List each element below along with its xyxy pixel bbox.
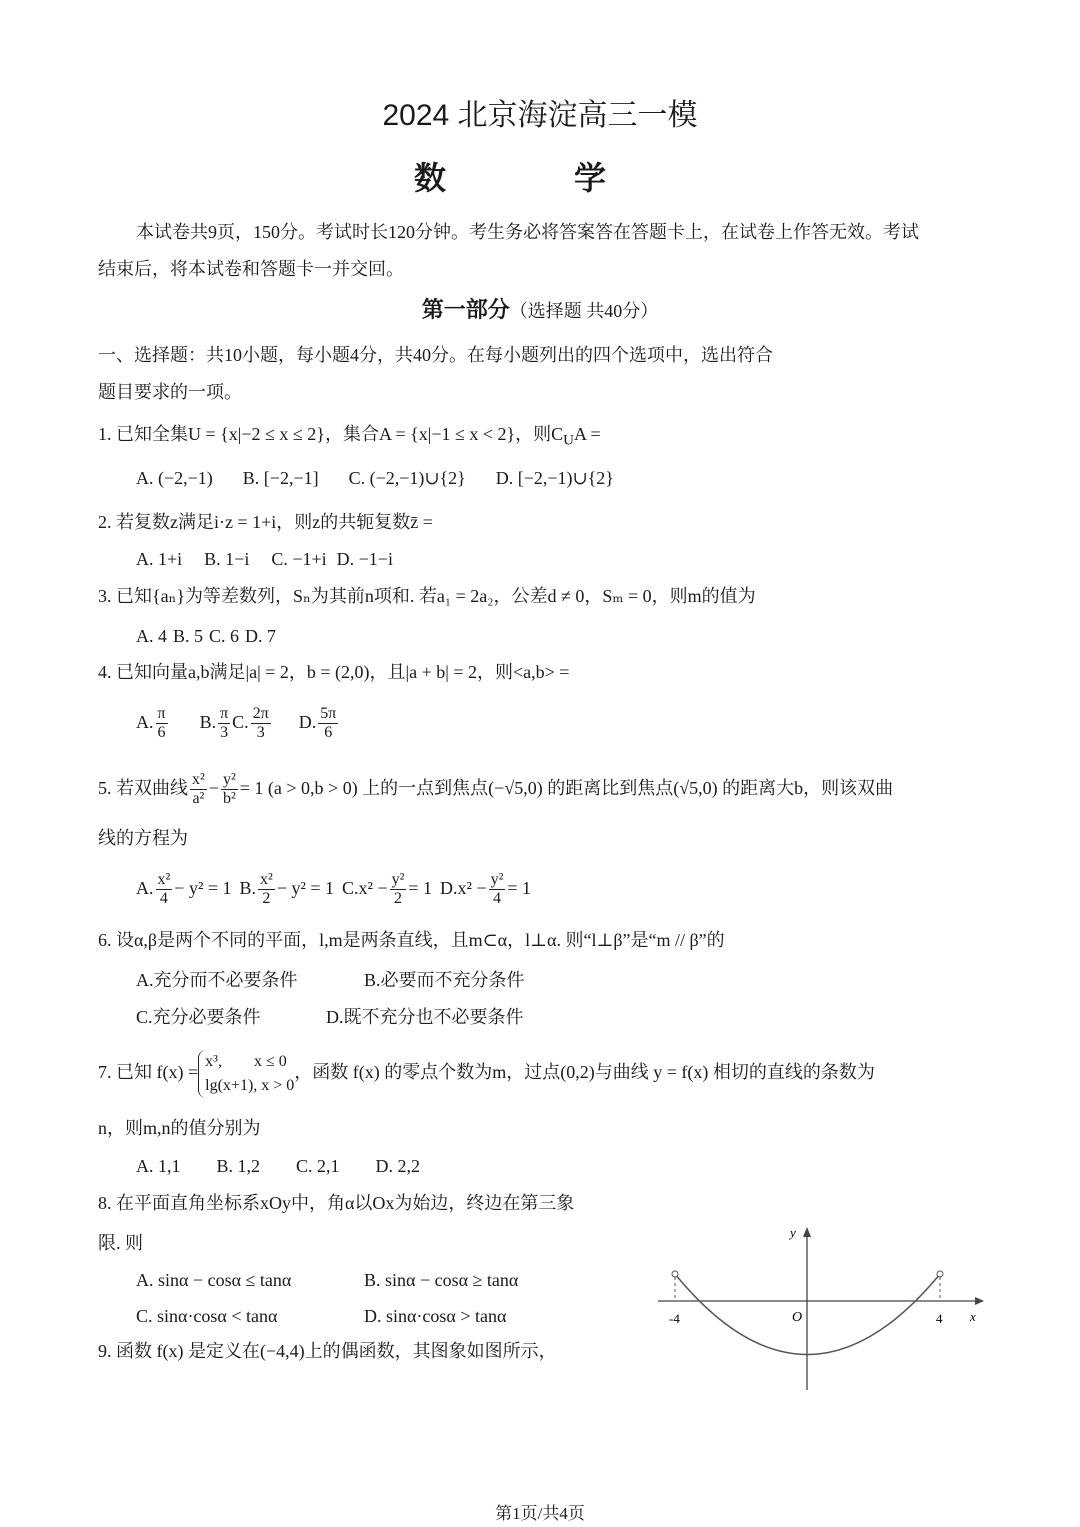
- option: A. 1+i: [136, 549, 183, 569]
- question-3: 3. 已知{aₙ}为等差数列，Sₙ为其前n项和. 若a₁ = 2a₂，公差d ≠ 0，Sₘ = 0，则m的值为: [98, 586, 756, 606]
- q4-options: [136, 702, 370, 742]
- intro-line-2: 结束后，将本试卷和答题卡一并交回。: [98, 259, 404, 279]
- section-title: 第一部分: [421, 297, 510, 322]
- tick-label-right: 4: [936, 1311, 943, 1326]
- instructions-line-2: 题目要求的一项。: [98, 382, 242, 402]
- option: D. 7: [245, 626, 277, 646]
- option: C. (−2,−1)∪{2}: [348, 468, 466, 488]
- option: D. $\frac{5\pi}{6}$: [298, 705, 337, 742]
- y-label: y: [790, 1225, 796, 1240]
- option: B. [−2,−1]: [242, 468, 319, 488]
- subject-title: 数 学: [413, 160, 666, 196]
- option: A. (−2,−1): [136, 468, 213, 488]
- open-endpoint-right: [937, 1271, 943, 1277]
- option: C. −1+i: [271, 549, 327, 569]
- piecewise-function: x³, x ≤ 0 lg(x+1), x > 0: [198, 1050, 294, 1098]
- option: D. [−2,−1)∪{2}: [495, 468, 614, 488]
- section-note: （选择题 共40分）: [509, 301, 659, 321]
- option: C. sinα·cosα < tanα: [136, 1306, 278, 1326]
- option: B.必要而不充分条件: [364, 970, 525, 990]
- q5-options: [136, 868, 561, 908]
- q2-options: [136, 547, 423, 571]
- intro-line-1: 本试卷共9页，150分。考试时长120分钟。考生务必将答案答在答题卡上，在试卷上作答无效。考试: [136, 222, 919, 242]
- open-endpoint-left: [672, 1271, 678, 1277]
- option: B. sinα − cosα ≥ tanα: [364, 1270, 519, 1290]
- option: D. 2,2: [375, 1156, 421, 1176]
- option: A.充分而不必要条件: [136, 970, 298, 990]
- option: B. 5: [173, 626, 204, 646]
- question-5: 5. 若双曲线 $\frac{\text{x²}}{\text{a²}}$ − $\frac{\text{y²}}{\text{b²}}$ = 1 (a > 0,b > 0) 上的一点到焦点(−√5,0) 的距离比到焦点(√5,0) 的距离大b，则该双曲: [98, 771, 894, 808]
- option: C. 2,1: [296, 1156, 340, 1176]
- tick-label-left: -4: [669, 1311, 680, 1326]
- option: A. 1,1: [136, 1156, 181, 1176]
- option: D. sinα·cosα > tanα: [364, 1306, 507, 1326]
- question-2: 2. 若复数z满足i·z = 1+i，则z的共轭复数z̄ =: [98, 512, 433, 532]
- question-1: [98, 422, 601, 453]
- question-7: 7. 已知 f(x) = x³, x ≤ 0 lg(x+1), x > 0 ，函数 f(x) 的零点个数为m，过点(0,2)与曲线 y = f(x) 相切的直线的条数为: [98, 1046, 875, 1098]
- q5-line-2: 线的方程为: [98, 828, 188, 848]
- option: C.充分必要条件: [136, 1007, 261, 1027]
- x-axis-arrow-icon: [975, 1297, 984, 1305]
- page-title: 2024 北京海淀高三一模: [382, 99, 698, 132]
- option: D. −1−i: [336, 549, 393, 569]
- question-6: 6. 设α,β是两个不同的平面，l,m是两条直线，且m⊂α，l⊥α. 则“l⊥β”是“m // β”的: [98, 930, 725, 950]
- q7-options: [136, 1154, 450, 1178]
- x-label: x: [970, 1309, 976, 1324]
- instructions-line-1: 一、选择题：共10小题，每小题4分，共40分。在每小题列出的四个选项中，选出符合: [98, 345, 773, 365]
- option: A. sinα − cosα ≤ tanα: [136, 1270, 292, 1290]
- section-heading: [0, 298, 1080, 323]
- option: B. 1−i: [204, 549, 250, 569]
- question-4: 4. 已知向量a,b满足|a| = 2，b = (2,0)，且|a + b| = 2，则<a,b> =: [98, 662, 570, 682]
- option: A. $\frac{\text{x²}}{4}$ − y² = 1: [136, 871, 232, 908]
- page-footer: 第1页/共4页: [495, 1504, 585, 1523]
- option: A. $\frac{\pi}{6}$: [136, 705, 166, 742]
- option: C. $\frac{2\pi}{3}$: [232, 705, 269, 742]
- q7-line-2: n，则m,n的值分别为: [98, 1118, 261, 1138]
- option: B. 1,2: [216, 1156, 261, 1176]
- q1-stem: 1. 已知全集U = {x|−2 ≤ x ≤ 2}，集合A = {x|−1 ≤ x < 2}，则C: [98, 424, 564, 444]
- function-graph: [650, 1215, 990, 1395]
- option: D.既不充分也不必要条件: [326, 1007, 524, 1027]
- q3-options: [136, 624, 306, 648]
- option: B. $\frac{\pi}{3}$: [199, 705, 229, 742]
- option: A. 4: [136, 626, 167, 646]
- q1-sub: U: [563, 432, 575, 449]
- option: B. $\frac{\text{x²}}{2}$ − y² = 1: [239, 871, 335, 908]
- question-9: 9. 函数 f(x) 是定义在(−4,4)上的偶函数，其图象如图所示，: [98, 1341, 557, 1361]
- option: C. 6: [209, 626, 240, 646]
- q8-line-2: 限. 则: [98, 1233, 143, 1253]
- option: D.x² − $\frac{\text{y²}}{4}$ = 1: [440, 871, 532, 908]
- q1-tail: A =: [574, 424, 601, 444]
- option: C.x² − $\frac{\text{y²}}{2}$ = 1: [342, 871, 433, 908]
- y-axis-arrow-icon: [803, 1227, 811, 1237]
- q1-options: [136, 466, 644, 490]
- origin-label: O: [792, 1310, 803, 1325]
- question-8: 8. 在平面直角坐标系xOy中，角α以Ox为始边，终边在第三象: [98, 1193, 575, 1213]
